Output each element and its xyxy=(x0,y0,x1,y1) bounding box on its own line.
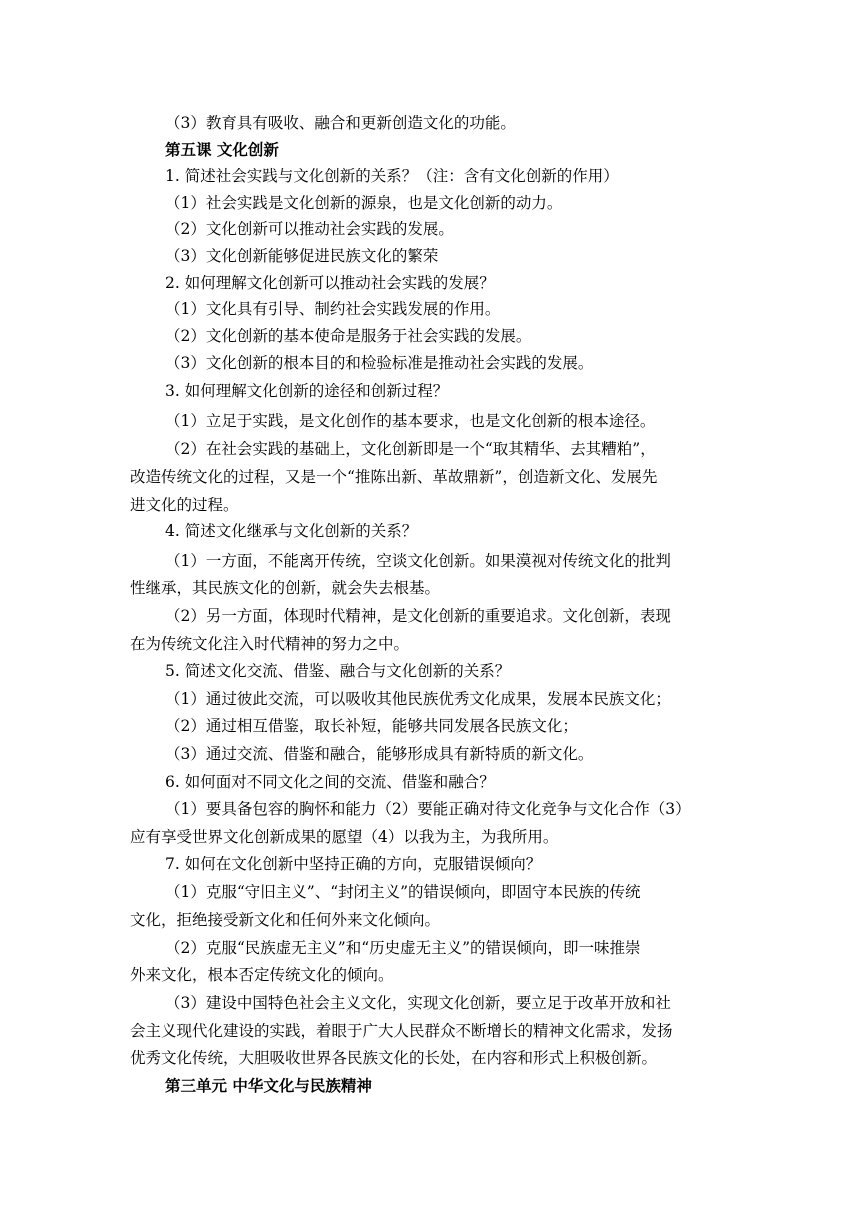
question-line: 4. 简述文化继承与文化创新的关系？ xyxy=(165,522,418,540)
text-line: （1）通过彼此交流，可以吸收其他民族优秀文化成果，发展本民族文化； xyxy=(165,690,671,708)
text-line: 会主义现代化建设的实践，着眼于广大人民群众不断增长的精神文化需求，发扬 xyxy=(130,1022,673,1040)
text-line: （1）社会实践是文化创新的源泉，也是文化创新的动力。 xyxy=(165,194,563,212)
text-line: 应有享受世界文化创新成果的愿望（4）以我为主，为我所用。 xyxy=(130,828,559,846)
text-line: 进文化的过程。 xyxy=(130,496,239,514)
text-line: （3）通过交流、借鉴和融合，能够形成具有新特质的新文化。 xyxy=(165,745,594,763)
text-line: （2）文化创新的基本使命是服务于社会实践的发展。 xyxy=(165,327,532,345)
text-line: （2）克服“民族虚无主义”和“历史虚无主义”的错误倾向，即一味推崇 xyxy=(165,939,641,957)
text-line: 文化，拒绝接受新文化和任何外来文化倾向。 xyxy=(130,911,441,929)
question-line: 1. 简述社会实践与文化创新的关系？（注：含有文化创新的作用） xyxy=(165,167,619,185)
text-line: 优秀文化传统，大胆吸收世界各民族文化的长处，在内容和形式上积极创新。 xyxy=(130,1049,658,1067)
question-line: 2. 如何理解文化创新可以推动社会实践的发展？ xyxy=(165,274,495,292)
text-line: 在为传统文化注入时代精神的努力之中。 xyxy=(130,635,410,653)
unit-heading: 第三单元 中华文化与民族精神 xyxy=(165,1077,372,1095)
text-line: （3）教育具有吸收、融合和更新创造文化的功能。 xyxy=(165,114,516,132)
question-line: 3. 如何理解文化创新的途径和创新过程？ xyxy=(165,382,449,400)
text-line: （2）通过相互借鉴，取长补短，能够共同发展各民族文化； xyxy=(165,717,578,735)
question-line: 7. 如何在文化创新中坚持正确的方向，克服错误倾向？ xyxy=(165,855,542,873)
section-heading: 第五课 文化创新 xyxy=(165,141,279,159)
question-line: 5. 简述文化交流、借鉴、融合与文化创新的关系？ xyxy=(165,662,511,680)
text-line: （3）文化创新的根本目的和检验标准是推动社会实践的发展。 xyxy=(165,354,594,372)
text-line: （3）文化创新能够促进民族文化的繁荣 xyxy=(165,247,439,265)
text-line: （2）另一方面，体现时代精神，是文化创新的重要追求。文化创新，表现 xyxy=(165,607,671,625)
question-line: 6. 如何面对不同文化之间的交流、借鉴和融合？ xyxy=(165,773,495,791)
text-line: （1）一方面，不能离开传统，空谈文化创新。如果漠视对传统文化的批判 xyxy=(165,552,671,570)
text-line: （1）文化具有引导、制约社会实践发展的作用。 xyxy=(165,300,501,318)
text-line: （1）立足于实践，是文化创作的基本要求，也是文化创新的根本途径。 xyxy=(165,412,656,430)
text-line: （3）建设中国特色社会主义文化，实现文化创新，要立足于改革开放和社 xyxy=(165,994,671,1012)
text-line: 外来文化，根本否定传统文化的倾向。 xyxy=(130,966,394,984)
text-line: （1）要具备包容的胸怀和能力（2）要能正确对待文化竞争与文化合作（3） xyxy=(165,800,691,818)
text-line: 改造传统文化的过程，又是一个“推陈出新、革故鼎新”，创造新文化、发展先 xyxy=(130,468,658,486)
text-line: （2）在社会实践的基础上，文化创新即是一个“取其精华、去其糟粕”， xyxy=(165,440,656,458)
text-line: （2）文化创新可以推动社会实践的发展。 xyxy=(165,220,454,238)
text-line: （1）克服“守旧主义”、“封闭主义”的错误倾向，即固守本民族的传统 xyxy=(165,883,641,901)
text-line: 性继承，其民族文化的创新，就会失去根基。 xyxy=(130,579,441,597)
